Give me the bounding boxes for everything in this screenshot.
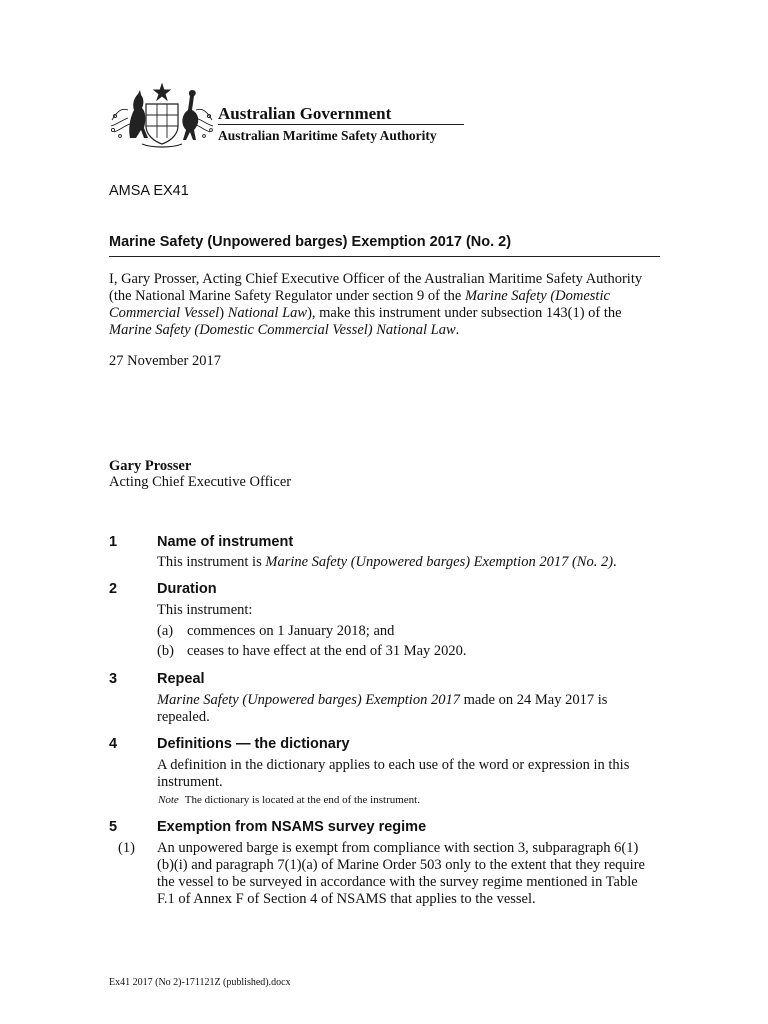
intro-text-1: I, Gary Prosser, Acting Chief Executive Officer of the Australian Maritime Safety Authority (the National Marine Safety Regulator under section 9 of the <box>109 271 643 304</box>
note-text: The dictionary is located at the end of the instrument. <box>184 794 420 806</box>
section-3-heading: Repeal <box>157 671 205 687</box>
section-3-number: 3 <box>109 671 118 687</box>
section-5-text: An unpowered barge is exempt from compliance with section 3, subparagraph 6(1)(b)(i) and paragraph 7(1)(a) of Marine Order 503 only to the extent that they require the vessel to be surveyed in accordance with the survey regime mentioned in Table F.1 of Annex F of Section 4 of NSAMS that applies to the vessel. <box>157 840 645 907</box>
item-text: ceases to have effect at the end of 31 May 2020. <box>187 643 467 659</box>
signer-role: Acting Chief Executive Officer <box>109 474 292 490</box>
section-2-number: 2 <box>109 581 118 597</box>
section-2-lead: This instrument: <box>157 602 253 618</box>
section-1-text <box>157 554 657 571</box>
section-3-text <box>157 692 647 726</box>
agency-name: Australian Maritime Safety Authority <box>218 128 437 143</box>
item-label: (a) <box>157 623 174 639</box>
intro-law-full: Marine Safety (Domestic Commercial Vessel) National Law <box>109 322 456 338</box>
item-text: commences on 1 January 2018; and <box>187 623 395 639</box>
section-1-number: 1 <box>109 534 118 550</box>
section-5-subsection-label: (1) <box>118 840 135 856</box>
document-title: Marine Safety (Unpowered barges) Exemption 2017 (No. 2) <box>109 234 512 250</box>
section-4-heading: Definitions — the dictionary <box>157 736 350 752</box>
intro-text-3: ), make this instrument under subsection 143(1) of the <box>307 305 622 321</box>
title-divider <box>109 256 660 257</box>
section-1-instrument-name: Marine Safety (Unpowered barges) Exemption 2017 (No. 2) <box>265 554 614 570</box>
section-3-text-rest: made on 24 May 2017 is repealed. <box>157 692 608 725</box>
intro-law-part-a: Marine Safety (Domestic Commercial Vessel <box>109 288 610 321</box>
section-5-heading: Exemption from NSAMS survey regime <box>157 819 427 835</box>
section-1-text-prefix: This instrument is <box>157 554 266 570</box>
coat-of-arms-icon <box>108 80 216 152</box>
footer-filename: Ex41 2017 (No 2)-171121Z (published).docx <box>109 977 291 988</box>
intro-end: . <box>455 322 460 338</box>
section-4-number: 4 <box>109 736 118 752</box>
section-1-heading: Name of instrument <box>157 534 294 550</box>
section-2-item-b <box>157 643 657 660</box>
section-2-item-a <box>157 623 657 640</box>
government-name: Australian Government <box>218 104 392 123</box>
header-divider <box>218 124 464 125</box>
note-label: Note <box>158 794 179 806</box>
section-1-text-suffix: . <box>613 554 617 570</box>
document-id: AMSA EX41 <box>109 183 189 199</box>
signer-name: Gary Prosser <box>109 458 192 474</box>
document-date: 27 November 2017 <box>109 353 221 369</box>
section-3-instrument-name: Marine Safety (Unpowered barges) Exemption 2017 <box>157 692 460 708</box>
intro-paragraph <box>109 271 665 339</box>
intro-text-2: ) <box>219 305 228 321</box>
section-4-note <box>158 794 420 806</box>
item-label: (b) <box>157 643 174 659</box>
section-5-number: 5 <box>109 819 118 835</box>
intro-law-part-b: National Law <box>227 305 308 321</box>
section-4-text: A definition in the dictionary applies to each use of the word or expression in this instrument. <box>157 757 630 790</box>
section-2-heading: Duration <box>157 581 217 597</box>
